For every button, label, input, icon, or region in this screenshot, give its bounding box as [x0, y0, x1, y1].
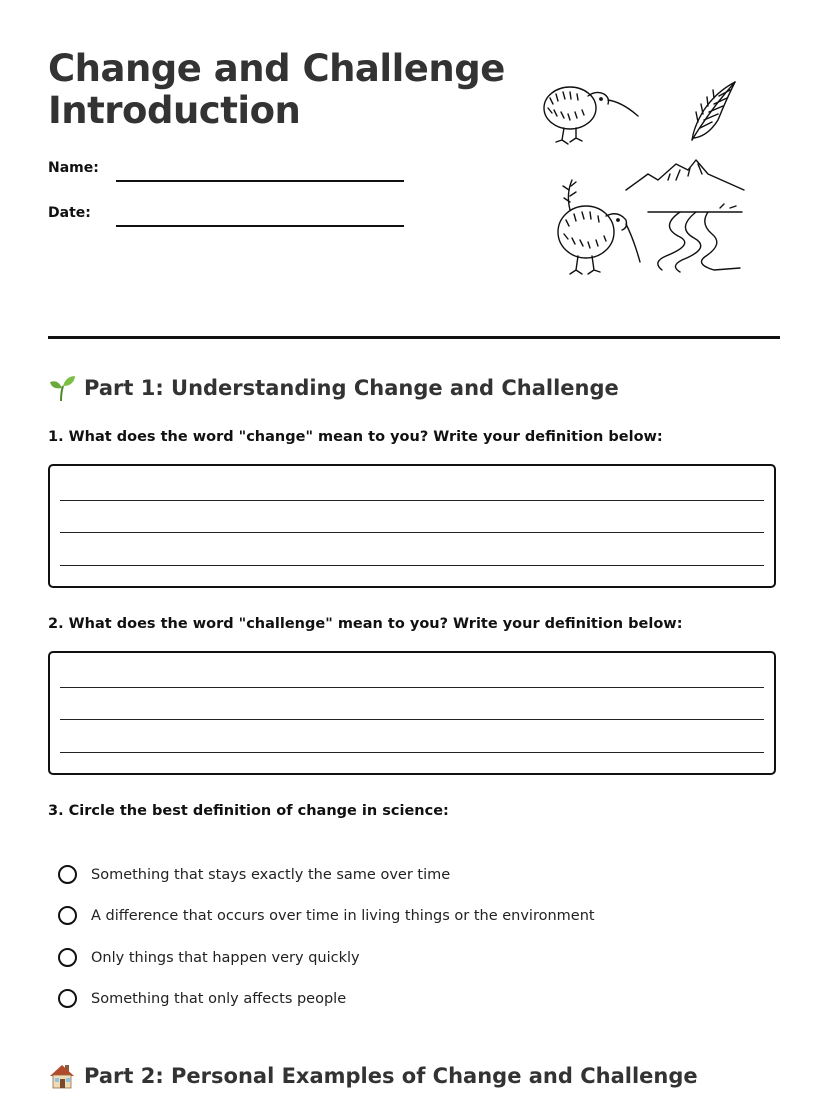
title-line-2: Introduction: [48, 89, 301, 132]
answer-line: [60, 532, 764, 533]
title-line-1: Change and Challenge: [48, 47, 505, 90]
option-2[interactable]: [58, 906, 595, 925]
radio-circle[interactable]: [58, 906, 77, 925]
answer-line: [60, 565, 764, 566]
nz-illustration: [530, 70, 760, 285]
option-3-text: Only things that happen very quickly: [91, 949, 360, 966]
option-1-text: Something that stays exactly the same over time: [91, 866, 451, 883]
fern-leaf-icon: [692, 82, 735, 140]
option-4[interactable]: [58, 989, 346, 1008]
radio-circle[interactable]: [58, 865, 77, 884]
date-label: Date:: [48, 205, 91, 221]
option-3[interactable]: [58, 948, 360, 967]
kiwi-bird-with-fern-icon: [558, 180, 640, 274]
part1-heading: [48, 374, 619, 402]
question-2: 2. What does the word "challenge" mean to you? Write your definition below:: [48, 616, 683, 632]
part1-heading-text: Part 1: Understanding Change and Challenge: [84, 376, 619, 400]
answer-box-1[interactable]: [48, 464, 776, 588]
section-divider: [48, 336, 780, 339]
mountains-icon: [626, 160, 744, 190]
part2-heading-text: Part 2: Personal Examples of Change and Challenge: [84, 1064, 698, 1088]
answer-line: [60, 500, 764, 501]
option-2-text: A difference that occurs over time in living things or the environment: [91, 907, 595, 924]
name-field[interactable]: [116, 180, 404, 182]
option-1[interactable]: [58, 865, 450, 884]
answer-line: [60, 719, 764, 720]
answer-line: [60, 687, 764, 688]
name-label: Name:: [48, 160, 99, 176]
part2-heading: [48, 1062, 698, 1090]
house-icon: [48, 1062, 76, 1090]
radio-circle[interactable]: [58, 989, 77, 1008]
option-4-text: Something that only affects people: [91, 990, 347, 1007]
question-3: 3. Circle the best definition of change in science:: [48, 803, 449, 819]
answer-line: [60, 752, 764, 753]
radio-circle[interactable]: [58, 948, 77, 967]
date-field[interactable]: [116, 225, 404, 227]
seedling-icon: [48, 374, 76, 402]
river-icon: [648, 204, 742, 272]
question-1: 1. What does the word "change" mean to you? Write your definition below:: [48, 429, 663, 445]
worksheet-title: [48, 48, 505, 132]
kiwi-bird-icon: [544, 87, 638, 144]
answer-box-2[interactable]: [48, 651, 776, 775]
